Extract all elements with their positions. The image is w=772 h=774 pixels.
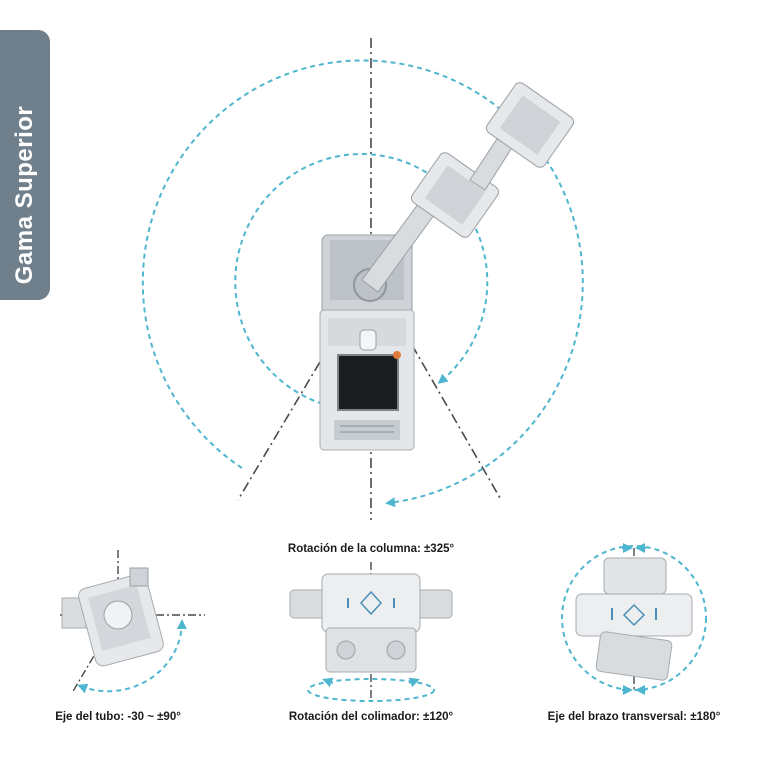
collimator-caption: Rotación del colimador: ±120° — [288, 711, 454, 723]
tube-arm — [362, 80, 576, 292]
device-screen — [338, 355, 398, 410]
tube-head-device — [62, 568, 165, 668]
cross-arm-device — [576, 558, 692, 681]
side-tab-label: Gama Superior — [11, 105, 38, 285]
main-left-diagonal-axis — [238, 345, 330, 500]
collimator-figure — [290, 562, 452, 701]
tube-axis-caption: Eje del tubo: -30 ~ ±90° — [55, 711, 181, 723]
collimator-device — [290, 574, 452, 672]
emergency-button — [393, 351, 401, 359]
tube-axis-figure — [60, 550, 205, 693]
column-rotation-caption: Rotación de la columna: ±325° — [287, 543, 455, 555]
xray-device-top-view — [320, 235, 414, 450]
main-figure — [143, 38, 583, 520]
cross-arm-figure — [562, 546, 706, 690]
cross-arm-caption: Eje del brazo transversal: ±180° — [547, 711, 721, 723]
